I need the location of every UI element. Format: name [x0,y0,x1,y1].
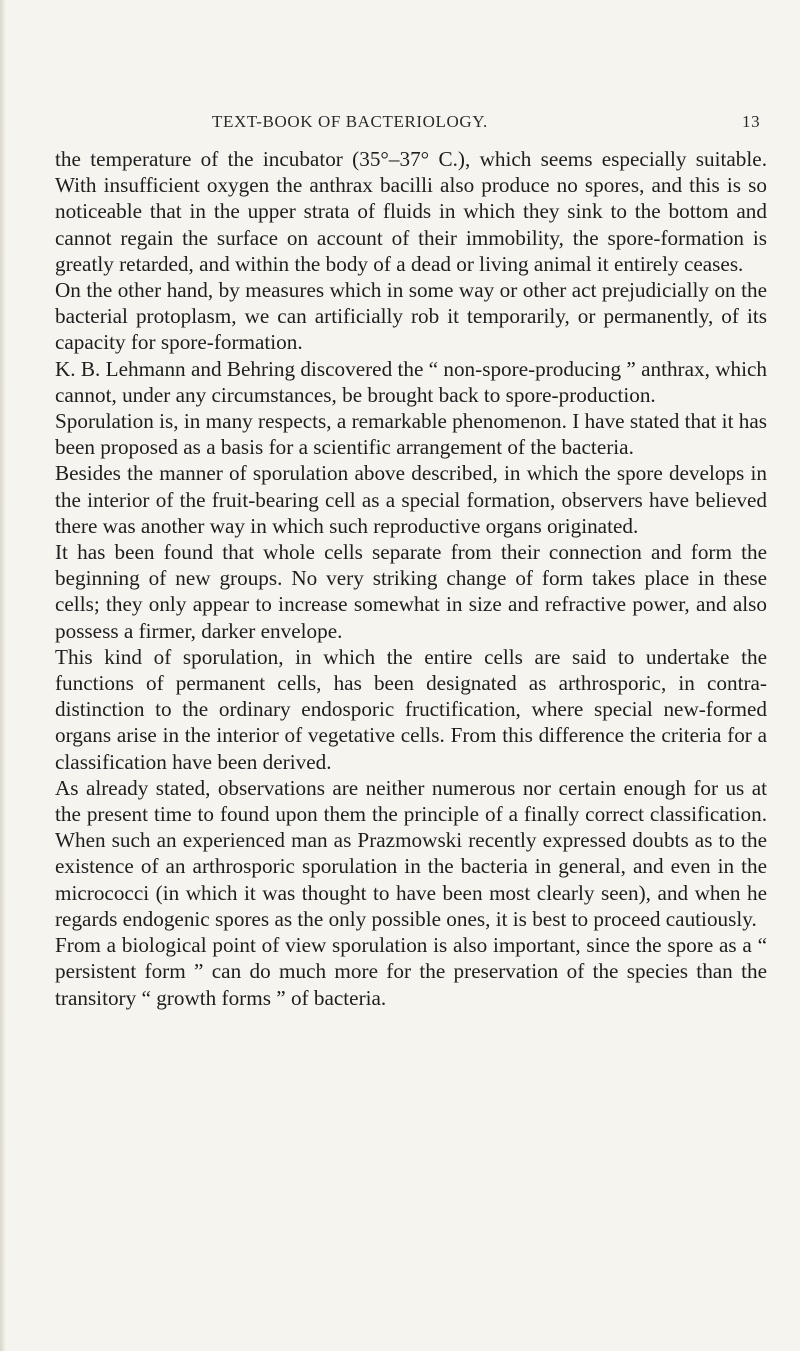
running-title: TEXT-BOOK OF BACTERIOLOGY. [212,112,488,131]
page-number: 13 [742,112,761,131]
body-text [55,146,767,1011]
paragraph: On the other hand, by measures which in some way or other act prejudicially on the bacterial protoplasm, we can artificially rob it temporarily, or permanently, of its capacity for spore-formation. [55,278,767,355]
paragraph: the temperature of the incubator (35°–37° C.), which seems especially suitable. With insufficient oxygen the anthrax bacilli also produce no spores, and this is so noticeable that in the upper strata of fluids in which they sink to the bottom and cannot regain the surface on account of their immobility, the spore-formation is greatly retarded, and within the body of a dead or living animal it entirely ceases. [55,147,767,276]
paragraph: As already stated, observations are neither numerous nor certain enough for us at the present time to found upon them the principle of a finally correct classification. When such an experienced man as Prazmowski recently expressed doubts as to the existence of an arthrosporic sporulation in the bacteria in general, and even in the micrococci (in which it was thought to have been most clearly seen), and when he regards endogenic spores as the only possible ones, it is best to proceed cautiously. [55,775,767,931]
running-header [0,112,800,136]
paragraph: This kind of sporulation, in which the entire cells are said to undertake the functions of permanent cells, has been designated as arthrosporic, in contra-distinction to the ordinary endosporic fructification, where special new-formed organs arise in the interior of vegetative cells. From this difference the criteria for a classification have been derived. [55,644,767,774]
paragraph: Sporulation is, in many respects, a remarkable phenomenon. I have stated that it has been proposed as a basis for a scientific arrangement of the bacteria. [55,409,767,460]
page-edge-shadow [0,0,6,1351]
paragraph: It has been found that whole cells separate from their connection and form the beginning of new groups. No very striking change of form takes place in these cells; they only appear to increase somewhat in size and refractive power, and also possess a firmer, darker envelope. [55,540,767,643]
paragraph: K. B. Lehmann and Behring discovered the “ non-spore-producing ” anthrax, which cannot, under any circumstances, be brought back to spore-production. [55,356,767,407]
paragraph: Besides the manner of sporulation above described, in which the spore develops in the interior of the fruit-bearing cell as a special formation, observers have believed there was another way in which such reproductive organs originated. [55,461,767,538]
paragraph: From a biological point of view sporulation is also important, since the spore as a “ persistent form ” can do much more for the preservation of the species than the transitory “ growth forms ” of bacteria. [55,933,767,1010]
